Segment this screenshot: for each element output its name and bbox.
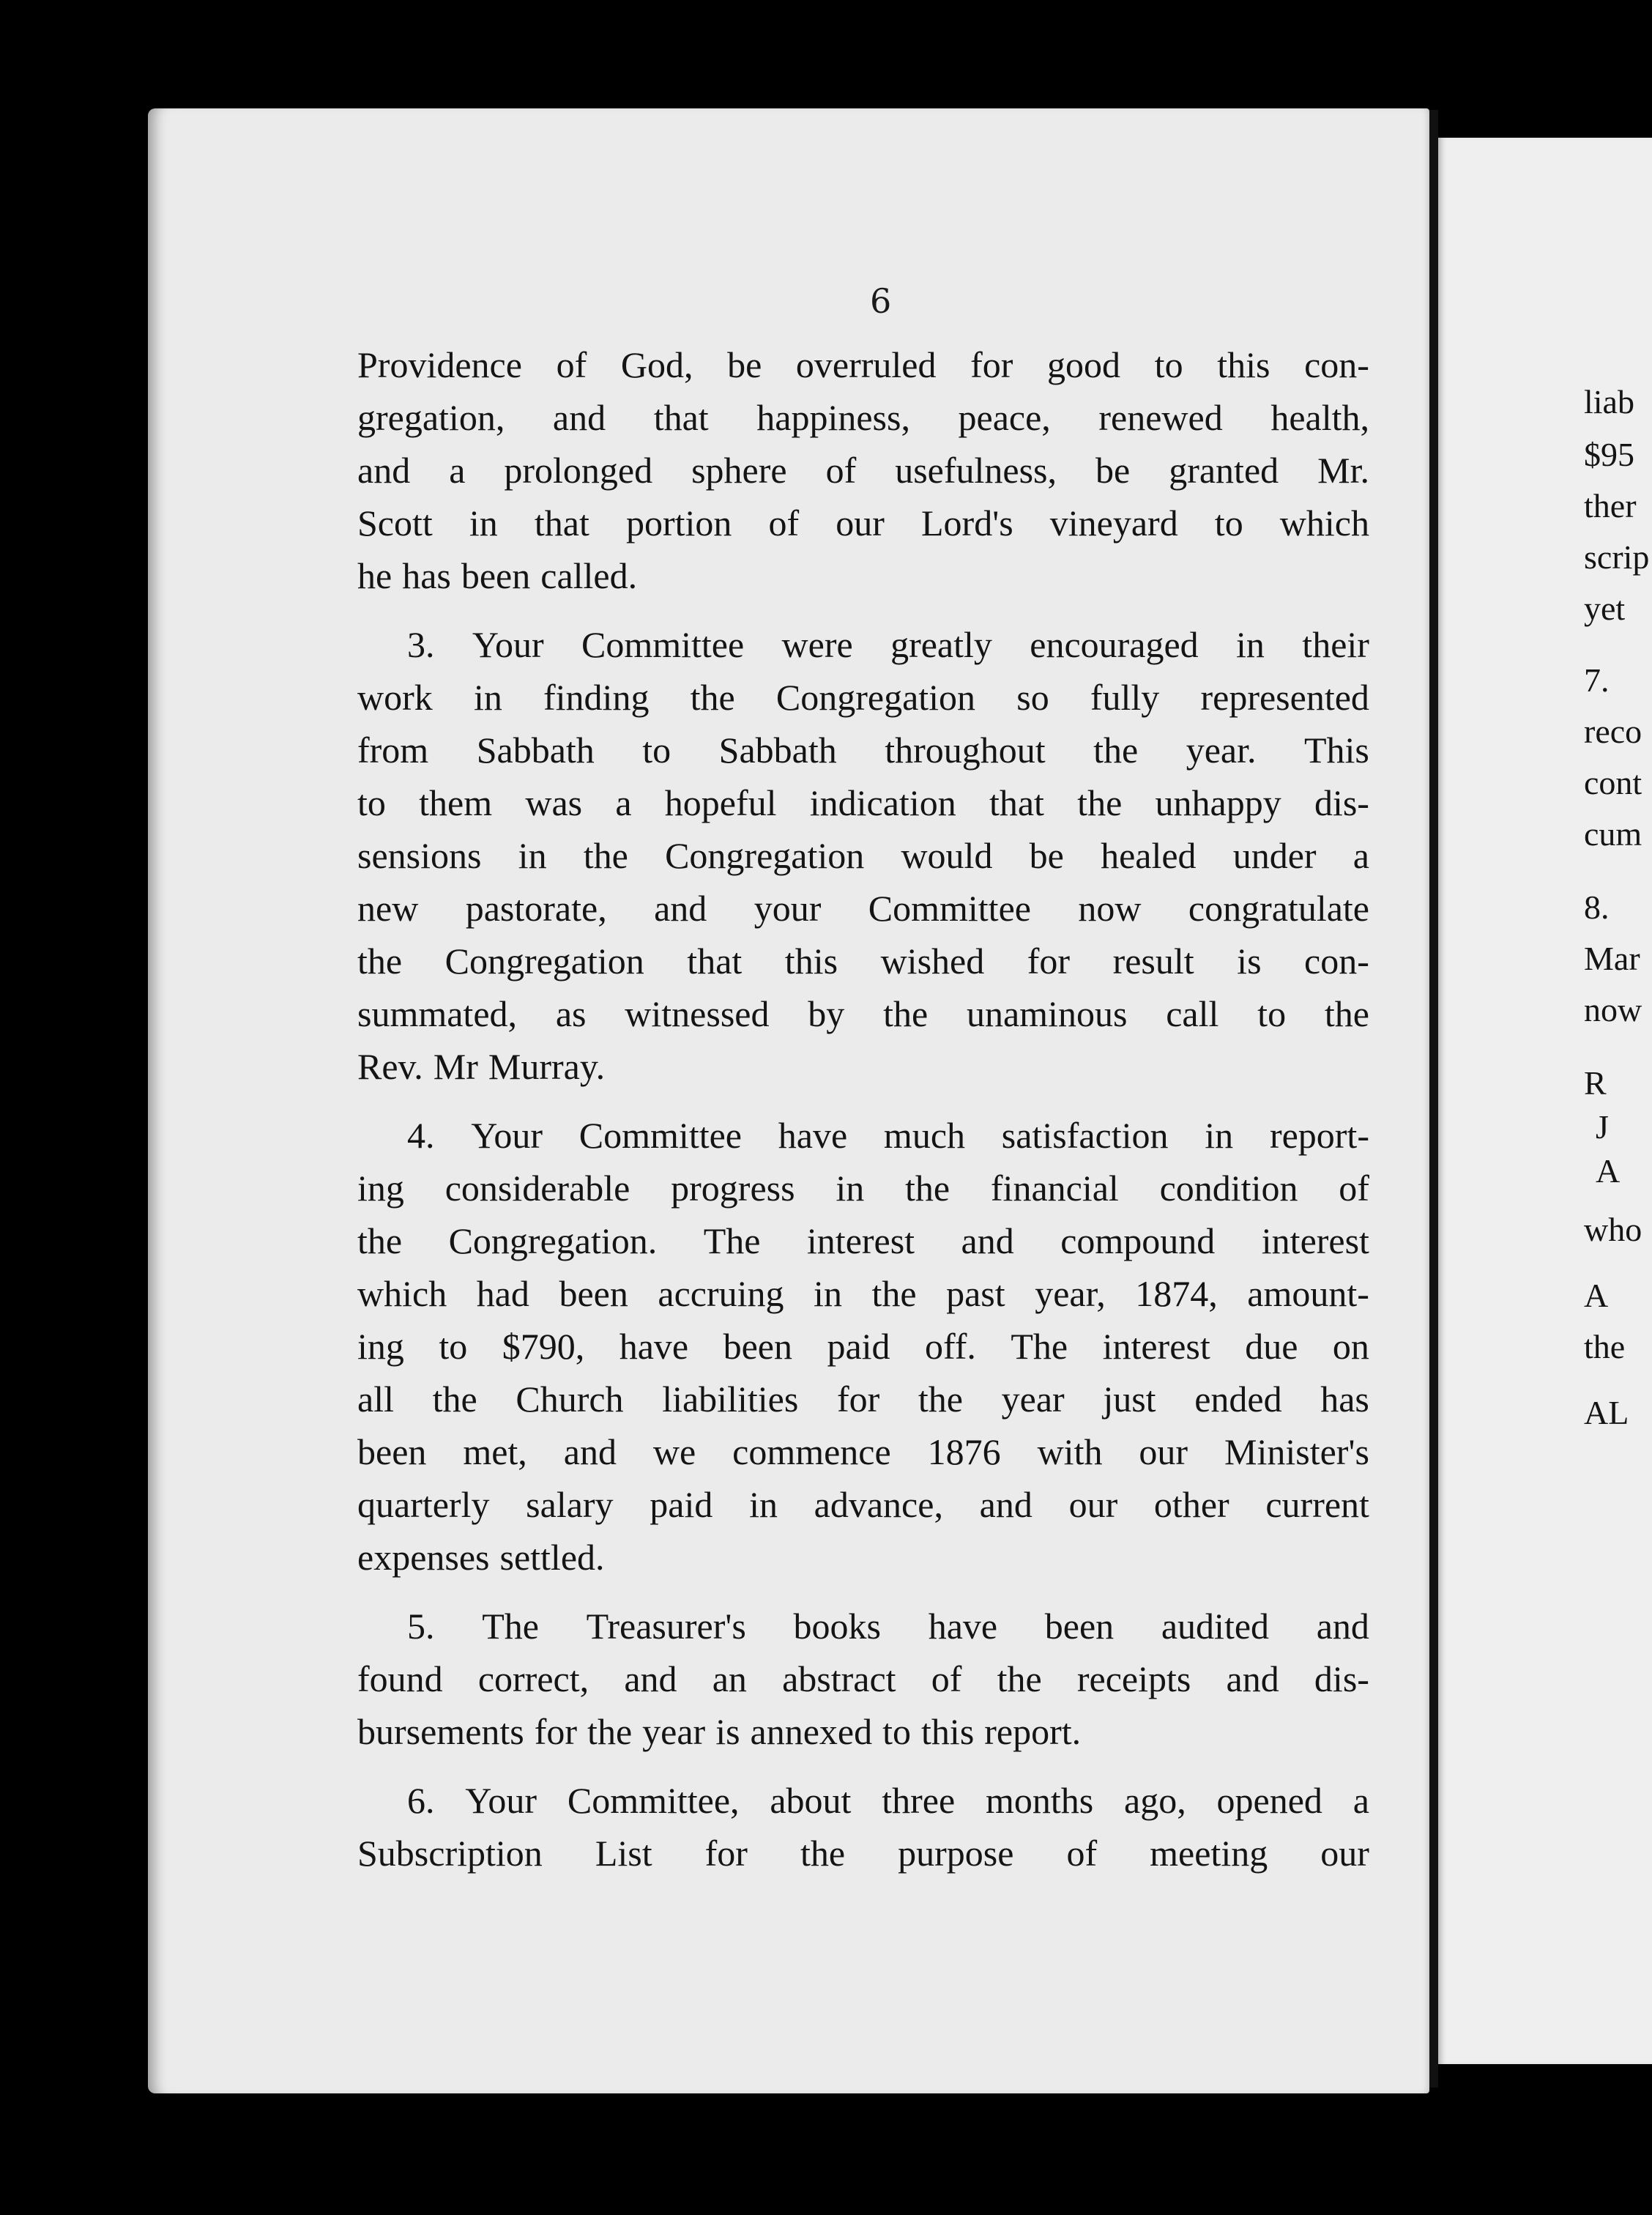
text-line: the Congregation. The interest and compound interest <box>357 1220 1369 1261</box>
text-line: bursements for the year is annexed to this report. <box>357 1711 1082 1752</box>
right-page-fragment: yet <box>1584 590 1626 627</box>
text-line: work in finding the Congregation so fully represented <box>357 677 1369 718</box>
right-page-fragment: R <box>1584 1064 1607 1102</box>
text-line: all the Church liabilities for the year just ended has <box>357 1379 1369 1420</box>
text-line: from Sabbath to Sabbath throughout the year. This <box>357 730 1369 771</box>
book-gutter <box>1429 110 1438 2088</box>
text-line: the Congregation that this wished for result is con- <box>357 940 1369 982</box>
text-line: Subscription List for the purpose of meeting our <box>357 1833 1369 1874</box>
right-page-fragment: ther <box>1584 487 1637 524</box>
text-line: and a prolonged sphere of usefulness, be granted Mr. <box>357 450 1369 491</box>
right-page-fragment: cum <box>1584 815 1642 853</box>
text-line: Providence of God, be overruled for good to this con- <box>357 344 1369 385</box>
text-line: 3. Your Committee were greatly encouraged in their <box>407 624 1369 665</box>
text-line: which had been accruing in the past year, 1874, amount- <box>357 1273 1369 1314</box>
text-line: Rev. Mr Murray. <box>357 1046 606 1087</box>
text-line: 6. Your Committee, about three months ago, opened a <box>407 1780 1369 1821</box>
right-page-fragment: $95 <box>1584 436 1634 473</box>
text-line: found correct, and an abstract of the receipts and dis- <box>357 1658 1369 1699</box>
text-line: sensions in the Congregation would be healed under a <box>357 835 1369 876</box>
paragraph <box>357 1109 1369 1584</box>
paragraph <box>357 338 1369 602</box>
text-line: ing considerable progress in the financial condition of <box>357 1168 1369 1209</box>
text-line: he has been called. <box>357 555 638 596</box>
text-line: summated, as witnessed by the unaminous call to the <box>357 993 1369 1034</box>
right-page-text-fragments <box>1584 382 1652 1452</box>
text-line: expenses settled. <box>357 1537 605 1578</box>
right-page-fragment: now <box>1584 991 1642 1028</box>
right-page-fragment: reco <box>1584 713 1642 750</box>
right-page-fragment: 8. <box>1584 888 1610 926</box>
paragraph <box>357 618 1369 1093</box>
right-page-fragment: Mar <box>1584 940 1640 977</box>
text-line: been met, and we commence 1876 with our Minister's <box>357 1431 1369 1472</box>
right-page-fragment: scrip <box>1584 538 1650 576</box>
page-number: 6 <box>870 281 892 321</box>
paragraph <box>357 1774 1369 1880</box>
right-page-fragment: J <box>1596 1108 1609 1146</box>
text-line: new pastorate, and your Committee now congratulate <box>357 888 1369 929</box>
right-page-fragment: cont <box>1584 764 1642 801</box>
right-page-fragment: who <box>1584 1211 1642 1248</box>
right-page-fragment: AL <box>1584 1394 1629 1431</box>
right-page-fragment: A <box>1584 1277 1609 1314</box>
text-line: to them was a hopeful indication that the unhappy dis- <box>357 782 1369 823</box>
right-page-fragment: the <box>1584 1328 1626 1365</box>
text-line: 4. Your Committee have much satisfaction in report- <box>407 1115 1369 1156</box>
text-line: quarterly salary paid in advance, and our other current <box>357 1484 1369 1525</box>
right-page-fragment: liab <box>1584 383 1634 420</box>
left-page-text <box>357 338 1369 1896</box>
text-line: ing to $790, have been paid off. The interest due on <box>357 1326 1369 1367</box>
paragraph <box>357 1600 1369 1758</box>
text-line: gregation, and that happiness, peace, renewed health, <box>357 397 1369 438</box>
right-page-fragment: 7. <box>1584 661 1610 699</box>
right-page-fragment: A <box>1596 1152 1621 1190</box>
text-line: 5. The Treasurer's books have been audited and <box>407 1606 1369 1647</box>
text-line: Scott in that portion of our Lord's vineyard to which <box>357 502 1369 543</box>
